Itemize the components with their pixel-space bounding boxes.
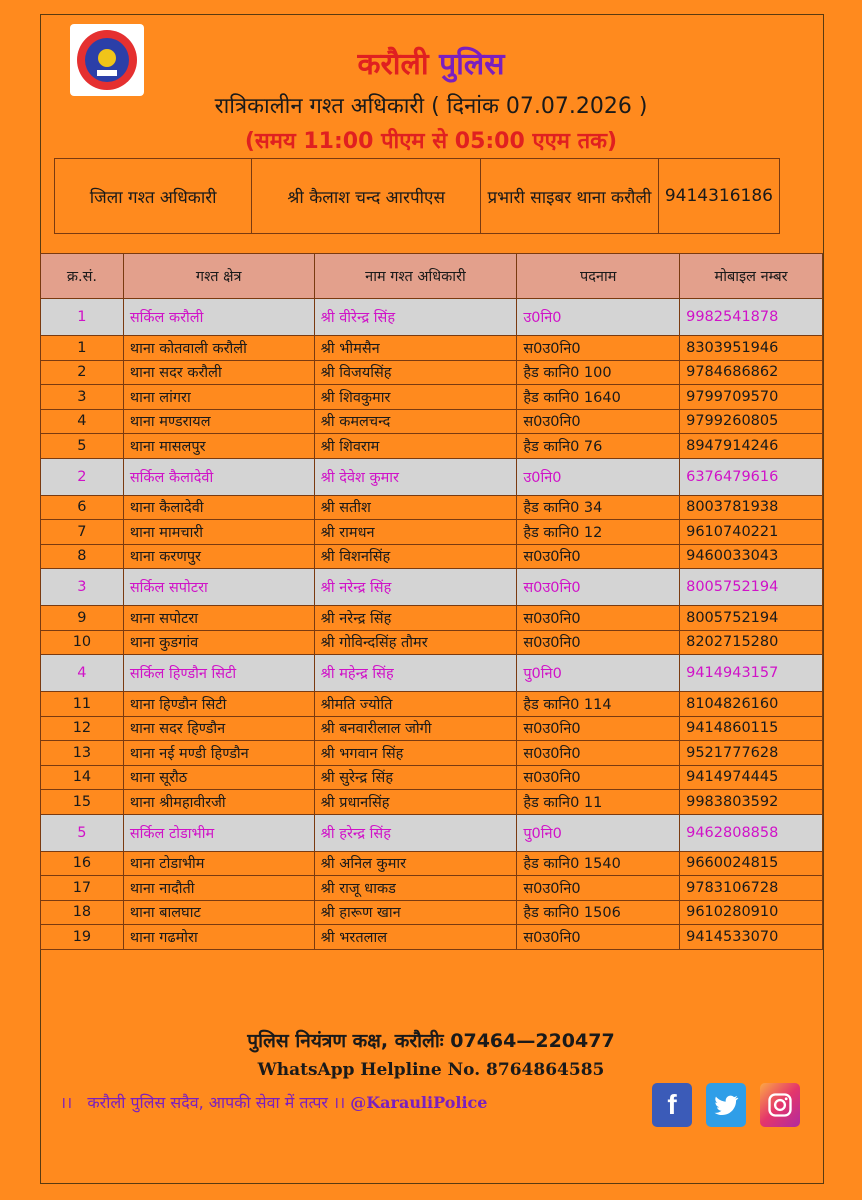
mobile-cell: 9414533070 (680, 925, 823, 950)
serial-cell: 15 (41, 790, 124, 815)
circle-row (41, 299, 823, 336)
serial-cell: 3 (41, 385, 124, 410)
social-handle[interactable]: @KarauliPolice (350, 1093, 488, 1112)
officer-cell: श्री नरेन्द्र सिंह (314, 606, 517, 631)
area-cell: थाना सूरौठ (123, 765, 314, 790)
serial-cell: 4 (41, 655, 124, 692)
designation-cell: हैड कानि0 114 (517, 692, 680, 717)
officer-cell: श्री भगवान सिंह (314, 741, 517, 766)
serial-cell: 7 (41, 520, 124, 545)
designation-cell: उ0नि0 (517, 458, 680, 495)
serial-cell: 5 (41, 814, 124, 851)
table-row (41, 360, 823, 385)
area-cell: थाना बालघाट (123, 900, 314, 925)
table-header-row (41, 254, 823, 299)
designation-cell: हैड कानि0 100 (517, 360, 680, 385)
officer-cell: श्री महेन्द्र सिंह (314, 655, 517, 692)
area-cell: थाना सदर करौली (123, 360, 314, 385)
header-area: गश्त क्षेत्र (123, 254, 314, 299)
whatsapp-helpline: WhatsApp Helpline No. 8764864585 (257, 1060, 605, 1080)
officer-cell: श्री रामधन (314, 520, 517, 545)
time-range: (समय 11:00 पीएम से 05:00 एएम तक) (244, 129, 618, 154)
mobile-cell: 8947914246 (680, 434, 823, 459)
serial-cell: 16 (41, 851, 124, 876)
table-row (41, 925, 823, 950)
mobile-cell: 9460033043 (680, 544, 823, 569)
designation-cell: पु0नि0 (517, 814, 680, 851)
table-row (41, 630, 823, 655)
area-cell: थाना कुडगांव (123, 630, 314, 655)
serial-cell: 18 (41, 900, 124, 925)
mobile-cell: 9414974445 (680, 765, 823, 790)
area-cell: सर्किल हिण्डौन सिटी (123, 655, 314, 692)
serial-cell: 10 (41, 630, 124, 655)
serial-cell: 4 (41, 409, 124, 434)
page-subtitle: रात्रिकालीन गश्त अधिकारी ( दिनांक 07.07.2026 ) (214, 94, 648, 119)
serial-cell: 19 (41, 925, 124, 950)
serial-cell: 2 (41, 360, 124, 385)
officer-cell: श्री सुरेन्द्र सिंह (314, 765, 517, 790)
area-cell: थाना मासलपुर (123, 434, 314, 459)
mobile-cell: 8104826160 (680, 692, 823, 717)
officer-cell: श्री भीमसैन (314, 336, 517, 361)
circle-row (41, 814, 823, 851)
officer-cell: श्री विजयसिंह (314, 360, 517, 385)
area-cell: थाना मामचारी (123, 520, 314, 545)
officer-cell: श्री शिवकुमार (314, 385, 517, 410)
table-row (41, 606, 823, 631)
mobile-cell: 9521777628 (680, 741, 823, 766)
designation-cell: हैड कानि0 1506 (517, 900, 680, 925)
table-row (41, 716, 823, 741)
officer-cell: श्री देवेश कुमार (314, 458, 517, 495)
instagram-icon[interactable] (760, 1083, 800, 1127)
mobile-cell: 6376479616 (680, 458, 823, 495)
designation-cell: स0उ0नि0 (517, 716, 680, 741)
mobile-cell: 9414943157 (680, 655, 823, 692)
serial-cell: 1 (41, 336, 124, 361)
designation-cell: स0उ0नि0 (517, 741, 680, 766)
officer-cell: श्री अनिल कुमार (314, 851, 517, 876)
header-serial: क्र.सं. (41, 254, 124, 299)
district-officer-table (54, 158, 780, 234)
mobile-cell: 9784686862 (680, 360, 823, 385)
table-row (41, 409, 823, 434)
area-cell: थाना कैलादेवी (123, 495, 314, 520)
officer-cell: श्री बनवारीलाल जोगी (314, 716, 517, 741)
table-row (41, 495, 823, 520)
area-cell: थाना श्रीमहावीरजी (123, 790, 314, 815)
designation-cell: स0उ0नि0 (517, 336, 680, 361)
header-mobile: मोबाइल नम्बर (680, 254, 823, 299)
table-row (41, 900, 823, 925)
table-row (41, 544, 823, 569)
district-officer-mobile: 9414316186 (658, 159, 779, 234)
serial-cell: 9 (41, 606, 124, 631)
officer-cell: श्री शिवराम (314, 434, 517, 459)
designation-cell: स0उ0नि0 (517, 544, 680, 569)
officer-cell: श्री प्रधानसिंह (314, 790, 517, 815)
mobile-cell: 8003781938 (680, 495, 823, 520)
district-officer-designation: प्रभारी साइबर थाना करौली (481, 159, 659, 234)
mobile-cell: 9982541878 (680, 299, 823, 336)
mobile-cell: 9783106728 (680, 876, 823, 901)
area-cell: सर्किल कैलादेवी (123, 458, 314, 495)
serial-cell: 8 (41, 544, 124, 569)
area-cell: सर्किल टोडाभीम (123, 814, 314, 851)
designation-cell: स0उ0नि0 (517, 409, 680, 434)
table-row (41, 790, 823, 815)
twitter-icon[interactable] (706, 1083, 746, 1127)
serial-cell: 11 (41, 692, 124, 717)
officer-cell: श्री विशनसिंह (314, 544, 517, 569)
officer-cell: श्री भरतलाल (314, 925, 517, 950)
area-cell: थाना कोतवाली करौली (123, 336, 314, 361)
mobile-cell: 9610740221 (680, 520, 823, 545)
mobile-cell: 9799709570 (680, 385, 823, 410)
table-row (41, 765, 823, 790)
mobile-cell: 9983803592 (680, 790, 823, 815)
circle-row (41, 569, 823, 606)
table-row (41, 876, 823, 901)
mobile-cell: 8005752194 (680, 606, 823, 631)
mobile-cell: 8202715280 (680, 630, 823, 655)
designation-cell: उ0नि0 (517, 299, 680, 336)
officer-cell: श्री सतीश (314, 495, 517, 520)
table-row (41, 434, 823, 459)
serial-cell: 14 (41, 765, 124, 790)
table-body (41, 299, 823, 950)
designation-cell: हैड कानि0 12 (517, 520, 680, 545)
serial-cell: 2 (41, 458, 124, 495)
mobile-cell: 9462808858 (680, 814, 823, 851)
title-karauli: करौली (357, 47, 429, 82)
mobile-cell: 9414860115 (680, 716, 823, 741)
district-officer-label: जिला गश्त अधिकारी (55, 159, 252, 234)
mobile-cell: 9799260805 (680, 409, 823, 434)
title-police: पुलिस (439, 47, 505, 82)
mobile-cell: 9660024815 (680, 851, 823, 876)
header-officer: नाम गश्त अधिकारी (314, 254, 517, 299)
serial-cell: 6 (41, 495, 124, 520)
serial-cell: 1 (41, 299, 124, 336)
area-cell: थाना सपोटरा (123, 606, 314, 631)
designation-cell: पु0नि0 (517, 655, 680, 692)
area-cell: थाना नई मण्डी हिण्डौन (123, 741, 314, 766)
designation-cell: हैड कानि0 11 (517, 790, 680, 815)
control-room-line: पुलिस नियंत्रण कक्ष, करौलीः 07464—220477 (247, 1030, 615, 1052)
header-designation: पदनाम (517, 254, 680, 299)
area-cell: थाना करणपुर (123, 544, 314, 569)
officer-cell: श्री नरेन्द्र सिंह (314, 569, 517, 606)
serial-cell: 12 (41, 716, 124, 741)
table-row (41, 851, 823, 876)
designation-cell: स0उ0नि0 (517, 925, 680, 950)
slogan-line (60, 1091, 487, 1113)
designation-cell: हैड कानि0 1540 (517, 851, 680, 876)
table-row (41, 741, 823, 766)
mobile-cell: 8303951946 (680, 336, 823, 361)
designation-cell: हैड कानि0 1640 (517, 385, 680, 410)
designation-cell: स0उ0नि0 (517, 606, 680, 631)
area-cell: थाना मण्डरायल (123, 409, 314, 434)
mobile-cell: 8005752194 (680, 569, 823, 606)
mobile-cell: 9610280910 (680, 900, 823, 925)
serial-cell: 3 (41, 569, 124, 606)
area-cell: थाना लांगरा (123, 385, 314, 410)
officer-cell: श्रीमति ज्योति (314, 692, 517, 717)
facebook-icon[interactable]: f (652, 1083, 692, 1127)
table-row (41, 385, 823, 410)
designation-cell: स0उ0नि0 (517, 569, 680, 606)
area-cell: थाना हिण्डौन सिटी (123, 692, 314, 717)
area-cell: सर्किल सपोटरा (123, 569, 314, 606)
patrol-table (40, 253, 823, 950)
slogan-text: ।। करौली पुलिस सदैव, आपकी सेवा में तत्पर ।। (60, 1093, 346, 1112)
officer-cell: श्री राजू धाकड (314, 876, 517, 901)
officer-cell: श्री हारूण खान (314, 900, 517, 925)
serial-cell: 17 (41, 876, 124, 901)
officer-cell: श्री गोविन्दसिंह तौमर (314, 630, 517, 655)
designation-cell: स0उ0नि0 (517, 630, 680, 655)
area-cell: सर्किल करौली (123, 299, 314, 336)
officer-cell: श्री वीरेन्द्र सिंह (314, 299, 517, 336)
officer-cell: श्री हरेन्द्र सिंह (314, 814, 517, 851)
designation-cell: स0उ0नि0 (517, 765, 680, 790)
table-row (41, 520, 823, 545)
designation-cell: स0उ0नि0 (517, 876, 680, 901)
table-row (41, 692, 823, 717)
circle-row (41, 458, 823, 495)
serial-cell: 13 (41, 741, 124, 766)
area-cell: थाना नादौती (123, 876, 314, 901)
area-cell: थाना सदर हिण्डौन (123, 716, 314, 741)
area-cell: थाना गढमोरा (123, 925, 314, 950)
designation-cell: हैड कानि0 76 (517, 434, 680, 459)
officer-cell: श्री कमलचन्द (314, 409, 517, 434)
serial-cell: 5 (41, 434, 124, 459)
table-row (41, 336, 823, 361)
page-title (0, 42, 862, 83)
designation-cell: हैड कानि0 34 (517, 495, 680, 520)
circle-row (41, 655, 823, 692)
district-officer-name: श्री कैलाश चन्द आरपीएस (252, 159, 481, 234)
area-cell: थाना टोडाभीम (123, 851, 314, 876)
